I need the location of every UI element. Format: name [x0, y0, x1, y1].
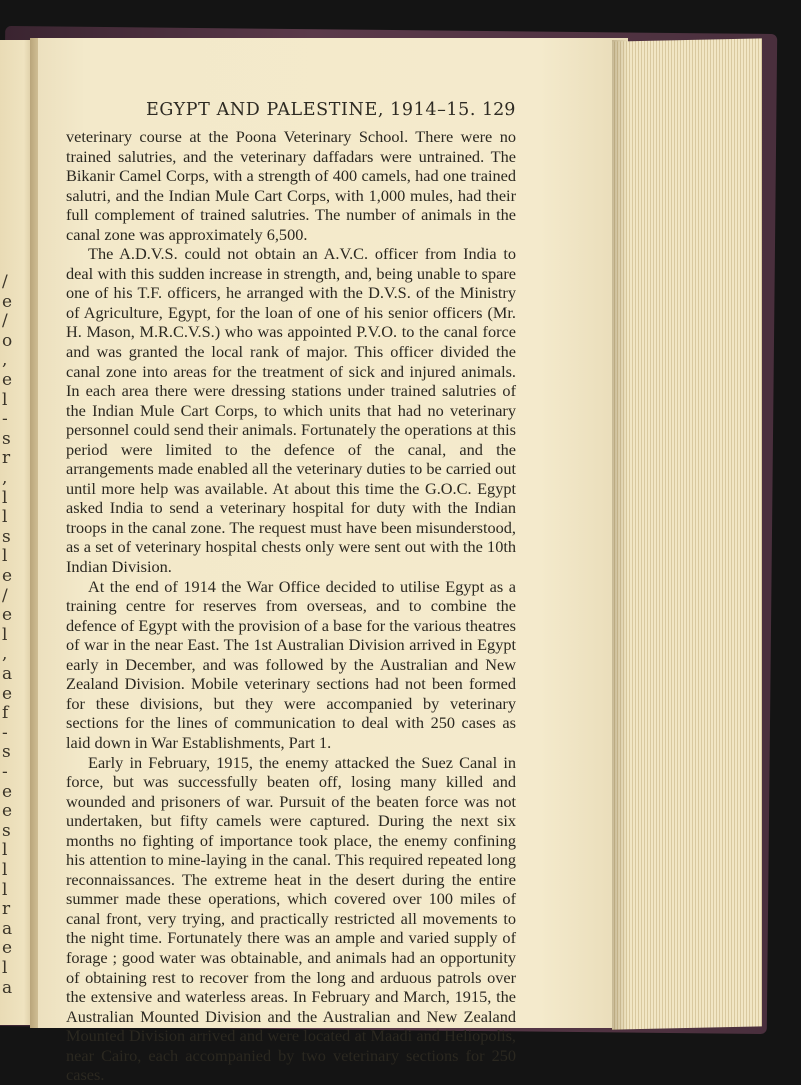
facing-page-fragment: e	[2, 938, 13, 959]
facing-page-fragment: f	[2, 703, 9, 724]
facing-page-fragment: s	[2, 526, 11, 547]
facing-page-fragment: l	[2, 879, 8, 900]
running-head: EGYPT AND PALESTINE, 1914–15.	[146, 100, 477, 120]
facing-page-fragment: a	[2, 664, 13, 684]
facing-page-fragment: r	[2, 899, 11, 920]
facing-page-fragment: -	[2, 762, 8, 782]
facing-page-fragment: e	[2, 291, 13, 312]
paragraph: The A.D.V.S. could not obtain an A.V.C. officer from India to deal with this sudden increase in strength, and, being unable to spare one of his T.F. officers, he arranged with the D.V.S. of the Ministry of Agriculture, Egypt, for the loan of one of his senior officers (Mr. H. Mason, M.R.C.V.S.) who was appointed P.V.O. to the canal force and was granted the local rank of major. This officer divided the canal zone into areas for the treatment of sick and injured animals. In each area there were dressing stations under trained salutries of the Indian Mule Cart Corps, to which units that had no veterinary personnel could send their animals. Fortunately the operations at this period were limited to the defence of the canal, and the arrangements made enabled all the veterinary duties to be carried out until more help was available. At about this time the G.O.C. Egypt asked India to send a veterinary hospital for duty with the Indian troops in the canal zone. The request must have been misunderstood, as a set of veterinary hospital chests only were sent out with the 10th Indian Division.	[66, 244, 516, 577]
page-stack-shadow	[612, 40, 628, 1030]
facing-page-fragment: /	[2, 585, 8, 606]
facing-page-fragment: l	[2, 624, 8, 645]
facing-page-fragment: -	[2, 409, 8, 430]
facing-page-fragment: ,	[2, 350, 8, 371]
paragraph: Early in February, 1915, the enemy attacked the Suez Canal in force, but was successfully beaten off, losing many killed and wounded and prisoners of war. Pursuit of the beaten force was not undertaken, but fifty camels were captured. During the next six months no fighting of importance took place, the enemy confining his attention to mine-laying in the canal. This required repeated long reconnaissances. The extreme heat in the desert during the entire summer made these operations, which covered over 100 miles of canal front, very trying, and practically restricted all movements to the night time. Fortunately there was an ample and varied supply of forage ; good water was obtainable, and animals had an opportunity of obtaining rest to recover from the long and arduous patrols over the extensive and waterless areas. In February and March, 1915, the Australian Mounted Division and the Australian and New Zealand Mounted Division arrived and were located at Maadi and Heliopolis, near Cairo, each accompanied by two veterinary sections for 250 cases.	[66, 752, 516, 1085]
facing-page-fragment: ,	[2, 468, 8, 488]
facing-page-fragment: e	[2, 370, 13, 390]
facing-page-fragment: s	[2, 428, 11, 449]
facing-page-fragment: /	[2, 311, 8, 332]
facing-page-fragment: l	[2, 860, 8, 880]
facing-page-fragment: s	[2, 742, 11, 763]
facing-page-fragment: e	[2, 801, 13, 822]
facing-page-fragment: /	[2, 272, 8, 292]
facing-page-fragment: l	[2, 389, 8, 410]
facing-page-fragment: s	[2, 820, 11, 841]
facing-page-fragment: o	[2, 330, 13, 351]
facing-page-fragment: e	[2, 605, 13, 626]
facing-page-fragment: e	[2, 566, 13, 586]
facing-page-fragment: -	[2, 722, 8, 743]
body-text	[66, 127, 516, 1085]
facing-page-fragment: l	[2, 546, 8, 567]
page-stack-edges	[612, 38, 762, 1029]
page-number: 129	[482, 100, 516, 120]
facing-page-fragment: l	[2, 507, 8, 528]
facing-page-fragment: a	[2, 977, 13, 998]
paragraph: At the end of 1914 the War Office decided to utilise Egypt as a training centre for reserves from overseas, and to combine the defence of Egypt with the provision of a base for the various theatres of war in the near East. The 1st Australian Division arrived in Egypt early in December, and was followed by the Australian and New Zealand Division. Mobile veterinary sections had not been formed for these divisions, but they were accompanied by veterinary sections for the lines of communication to deal with 250 cases as laid down in War Establishments, Part 1.	[66, 576, 516, 752]
facing-page-fragment: l	[2, 840, 8, 861]
facing-page-fragment: e	[2, 683, 13, 704]
facing-page-fragment: e	[2, 781, 13, 802]
paragraph: veterinary course at the Poona Veterinary School. There were no trained salutries, and the veterinary daffadars were untrained. The Bikanir Camel Corps, with a strength of 400 camels, had one trained salutri, and the Indian Mule Cart Corps, with 1,000 mules, had their full complement of trained salutries. The number of animals in the canal zone was approximately 6,500.	[66, 127, 516, 244]
facing-page-fragment: r	[2, 448, 11, 469]
facing-page-fragment: l	[2, 958, 8, 978]
facing-page-fragment: l	[2, 487, 8, 508]
facing-page-fragment: a	[2, 918, 13, 939]
facing-page-fragment: ,	[2, 644, 8, 665]
facing-page-edge	[0, 40, 34, 1025]
